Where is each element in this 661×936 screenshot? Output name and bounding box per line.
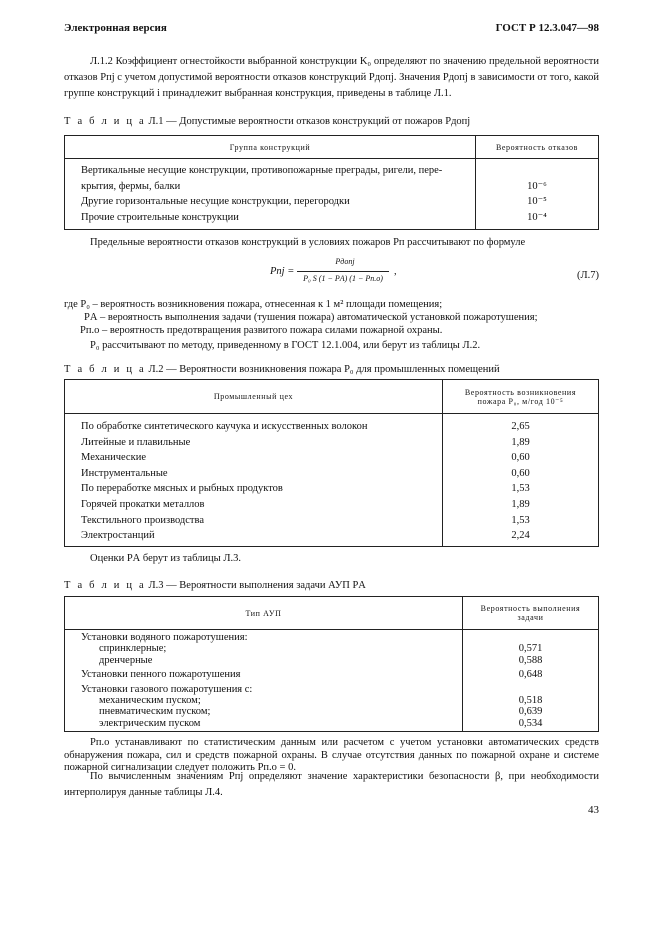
table3-row-value: 0,571 bbox=[518, 643, 543, 655]
table3 bbox=[64, 596, 599, 732]
table2-row-name: Механические bbox=[81, 452, 146, 464]
table1-row-value: 10⁻⁶ bbox=[527, 180, 547, 192]
table3-row-name: Установки газового пожаротушения с: bbox=[81, 683, 253, 695]
table3-header-line: задачи bbox=[517, 613, 544, 622]
table2-row-value: 2,24 bbox=[511, 530, 530, 542]
page-number: 43 bbox=[588, 804, 599, 816]
table3-row-value: 0,588 bbox=[518, 654, 543, 666]
table3-caption-prefix: Т а б л и ц а bbox=[64, 580, 146, 591]
table1-row-group: крытия, фермы, балки bbox=[81, 180, 181, 192]
table2-row-value: 2,65 bbox=[511, 421, 530, 432]
paragraph-beta: По вычисленным значениям Pпj определяют значение характеристики безопасности β, при необходимости интерполируя данные таблицы Л.4. bbox=[64, 771, 599, 798]
table2-row-value: 1,89 bbox=[511, 436, 530, 448]
paragraph-ppo: Pп.о устанавливают по статистическим данным или расчетом с учетом установки автоматических средств обнаружения пожара, сил и средств пожарной охраны. В случае отсутствия данных по пожарной охране и системе пожарной сигнализации следует положить Pп.о = 0. bbox=[64, 737, 599, 773]
table1-caption-prefix: Т а б л и ц а bbox=[64, 116, 146, 127]
header-left: Электронная версия bbox=[64, 22, 167, 34]
table3-row-name: дренчерные bbox=[99, 654, 153, 666]
paragraph-pa-ref: Оценки PА берут из таблицы Л.3. bbox=[90, 553, 241, 564]
table1-row-group: Вертикальные несущие конструкции, противопожарные преграды, ригели, пере- bbox=[81, 165, 443, 176]
formula-lhs: Pпj = bbox=[270, 266, 295, 277]
table3-header-type: Тип АУП bbox=[65, 597, 463, 630]
table2-row-name: Горячей прокатки металлов bbox=[81, 498, 205, 510]
definition-line: P₀ рассчитывают по методу, приведенному в ГОСТ 12.1.004, или берут из таблицы Л.2. bbox=[90, 340, 481, 351]
table1-header-probability: Вероятность отказов bbox=[476, 136, 599, 159]
table2-caption-text: Л.2 — Вероятности возникновения пожара P₀ для промышленных помещений bbox=[148, 364, 500, 375]
table2-row-value: 1,53 bbox=[511, 483, 530, 495]
table3-row-name: Установки пенного пожаротушения bbox=[81, 669, 241, 681]
table3-row-value: 0,534 bbox=[518, 717, 543, 729]
table2-header-shop: Промышленный цех bbox=[65, 380, 443, 414]
definition-line: PА – вероятность выполнения задачи (тушения пожара) автоматической установкой пожаротушения; bbox=[84, 312, 538, 323]
table2-row-name: Текстильного производства bbox=[81, 514, 204, 526]
table1-row-value: 10⁻⁵ bbox=[527, 196, 547, 208]
table2-row-value: 1,89 bbox=[511, 498, 530, 510]
table1-row-value bbox=[476, 163, 598, 179]
header-right: ГОСТ Р 12.3.047—98 bbox=[495, 22, 599, 34]
table1-row-group: Другие горизонтальные несущие конструкции, перегородки bbox=[81, 196, 350, 208]
paragraph-formula-intro: Предельные вероятности отказов конструкций в условиях пожаров Pп рассчитывают по формуле bbox=[90, 237, 526, 248]
table2-row-name: Литейные и плавильные bbox=[81, 436, 191, 448]
formula-denominator: P₀ S (1 − PА) (1 − Pп.о) bbox=[303, 274, 383, 283]
table1-caption bbox=[64, 116, 470, 127]
table3-row-value bbox=[463, 632, 598, 643]
table2-row-name: По обработке синтетического каучука и искусственных волокон bbox=[81, 421, 368, 432]
table2 bbox=[64, 379, 599, 547]
table3-header-line: Вероятность выполнения bbox=[480, 604, 581, 613]
table1-caption-text: Л.1 — Допустимые вероятности отказов конструкций от пожаров Pдопj bbox=[148, 116, 471, 127]
table2-row-name: Электростанций bbox=[81, 530, 155, 542]
formula-tail: , bbox=[394, 266, 397, 277]
table3-row-name: Установки водяного пожаротушения: bbox=[81, 632, 248, 643]
table2-header-line: пожара P₀, м/год 10⁻⁵ bbox=[477, 396, 564, 406]
table2-row-name: По переработке мясных и рыбных продуктов bbox=[81, 483, 283, 495]
table3-caption-text: Л.3 — Вероятности выполнения задачи АУП PА bbox=[148, 580, 366, 591]
definition-line: Pп.о – вероятность предотвращения развитого пожара силами пожарной охраны. bbox=[80, 325, 443, 336]
table1 bbox=[64, 135, 599, 230]
definition-line: где P₀ – вероятность возникновения пожара, отнесенная к 1 м² площади помещения; bbox=[64, 299, 443, 310]
table3-row-name: электрическим пуском bbox=[99, 717, 201, 729]
table2-header-probability bbox=[443, 380, 599, 414]
table3-row-value: 0,639 bbox=[518, 706, 543, 718]
table1-header-group: Группа конструкций bbox=[65, 136, 476, 159]
table2-header-line: Вероятность возникновения bbox=[464, 387, 577, 397]
table3-row-value bbox=[463, 684, 598, 695]
table3-row-name: спринклерные; bbox=[99, 643, 167, 655]
table1-row-group: Прочие строительные конструкции bbox=[81, 211, 239, 223]
formula-number: (Л.7) bbox=[577, 270, 599, 281]
table3-row-name: механическим пуском; bbox=[99, 695, 201, 707]
table3-row-name: пневматическим пуском; bbox=[99, 706, 211, 718]
table2-row-value: 0,60 bbox=[511, 467, 530, 479]
formula-numerator: Pдопj bbox=[335, 257, 355, 266]
paragraph-intro: Л.1.2 Коэффициент огнестойкости выбранной конструкции K₀ определяют по значению предельной вероятности отказов Pпj с учетом допустимой вероятности отказов конструкций Pдопj. Значения Pдопj в зависимости от того, какой группе конструкций i принадлежит выбранная конструкция, приведены в таблице Л.1. bbox=[64, 56, 599, 99]
table2-caption bbox=[64, 364, 500, 375]
table3-caption bbox=[64, 580, 366, 591]
formula-definitions bbox=[64, 298, 609, 352]
table1-row-value: 10⁻⁴ bbox=[527, 211, 547, 223]
table2-row-value: 1,53 bbox=[511, 514, 530, 526]
table2-caption-prefix: Т а б л и ц а bbox=[64, 364, 146, 375]
table2-row-value: 0,60 bbox=[511, 452, 530, 464]
table3-header-probability bbox=[463, 597, 599, 630]
table3-row-value: 0,648 bbox=[518, 669, 543, 681]
table3-row-value: 0,518 bbox=[518, 695, 543, 707]
table2-row-name: Инструментальные bbox=[81, 467, 168, 479]
formula-fraction-line bbox=[297, 271, 389, 272]
